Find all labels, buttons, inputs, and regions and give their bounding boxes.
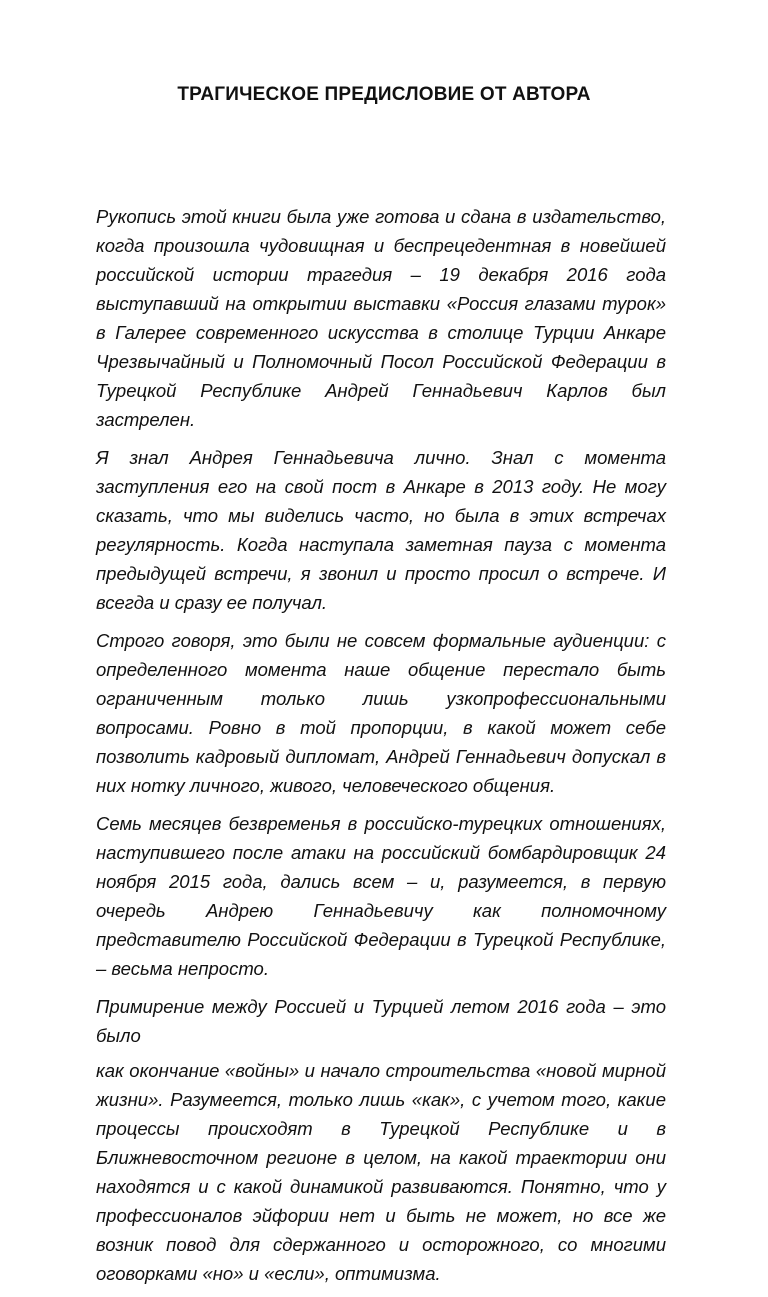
body-text [96, 202, 666, 1297]
paragraph-5: Примирение между Россией и Турцией летом 2016 года – это было [96, 996, 666, 1046]
paragraph-4: Семь месяцев безвременья в российско-турецких отношениях, наступившего после атаки на российский бомбардировщик 24 ноября 2015 года, дались всем – и, разумеется, в первую очередь Андрею Геннадьевичу как полномочному представителю Российской Федерации в Турецкой Республике, – весьма непросто. [96, 813, 666, 979]
paragraph-6: как окончание «войны» и начало строительства «новой мирной жизни». Разумеется, только лишь «как», с учетом того, какие процессы происходят в Турецкой Республике и в Ближневосточном регионе в целом, на какой траектории они находятся и с какой динамикой развиваются. Понятно, что у профессионалов эйфории нет и быть не может, но все же возник повод для сдержанного и осторожного, со многими оговорками «но» и «если», оптимизма. [96, 1060, 666, 1284]
paragraph-3: Строго говоря, это были не совсем формальные аудиенции: с определенного момента наше общение перестало быть ограниченным только лишь узкопрофессиональными вопросами. Ровно в той пропорции, в какой может себе позволить кадровый дипломат, Андрей Геннадьевич допускал в них нотку личного, живого, человеческого общения. [96, 630, 666, 796]
paragraph-1: Рукопись этой книги была уже готова и сдана в издательство, когда произошла чудовищная и беспрецедентная в новейшей российской истории трагедия – 19 декабря 2016 года выступавший на открытии выставки «Россия глазами турок» в Галерее современного искусства в столице Турции Анкаре Чрезвычайный и Полномочный Посол Российской Федерации в Турецкой Республике Андрей Геннадьевич Карлов был застрелен. [96, 206, 666, 430]
page-title: ТРАГИЧЕСКОЕ ПРЕДИСЛОВИЕ ОТ АВТОРА [177, 84, 591, 105]
paragraph-2: Я знал Андрея Геннадьевича лично. Знал с момента заступления его на свой пост в Анкаре в 2013 году. Не могу сказать, что мы виделись часто, но была в этих встречах регулярность. Когда наступала заметная пауза с момента предыдущей встречи, я звонил и просто просил о встрече. И всегда и сразу ее получал. [96, 447, 666, 613]
